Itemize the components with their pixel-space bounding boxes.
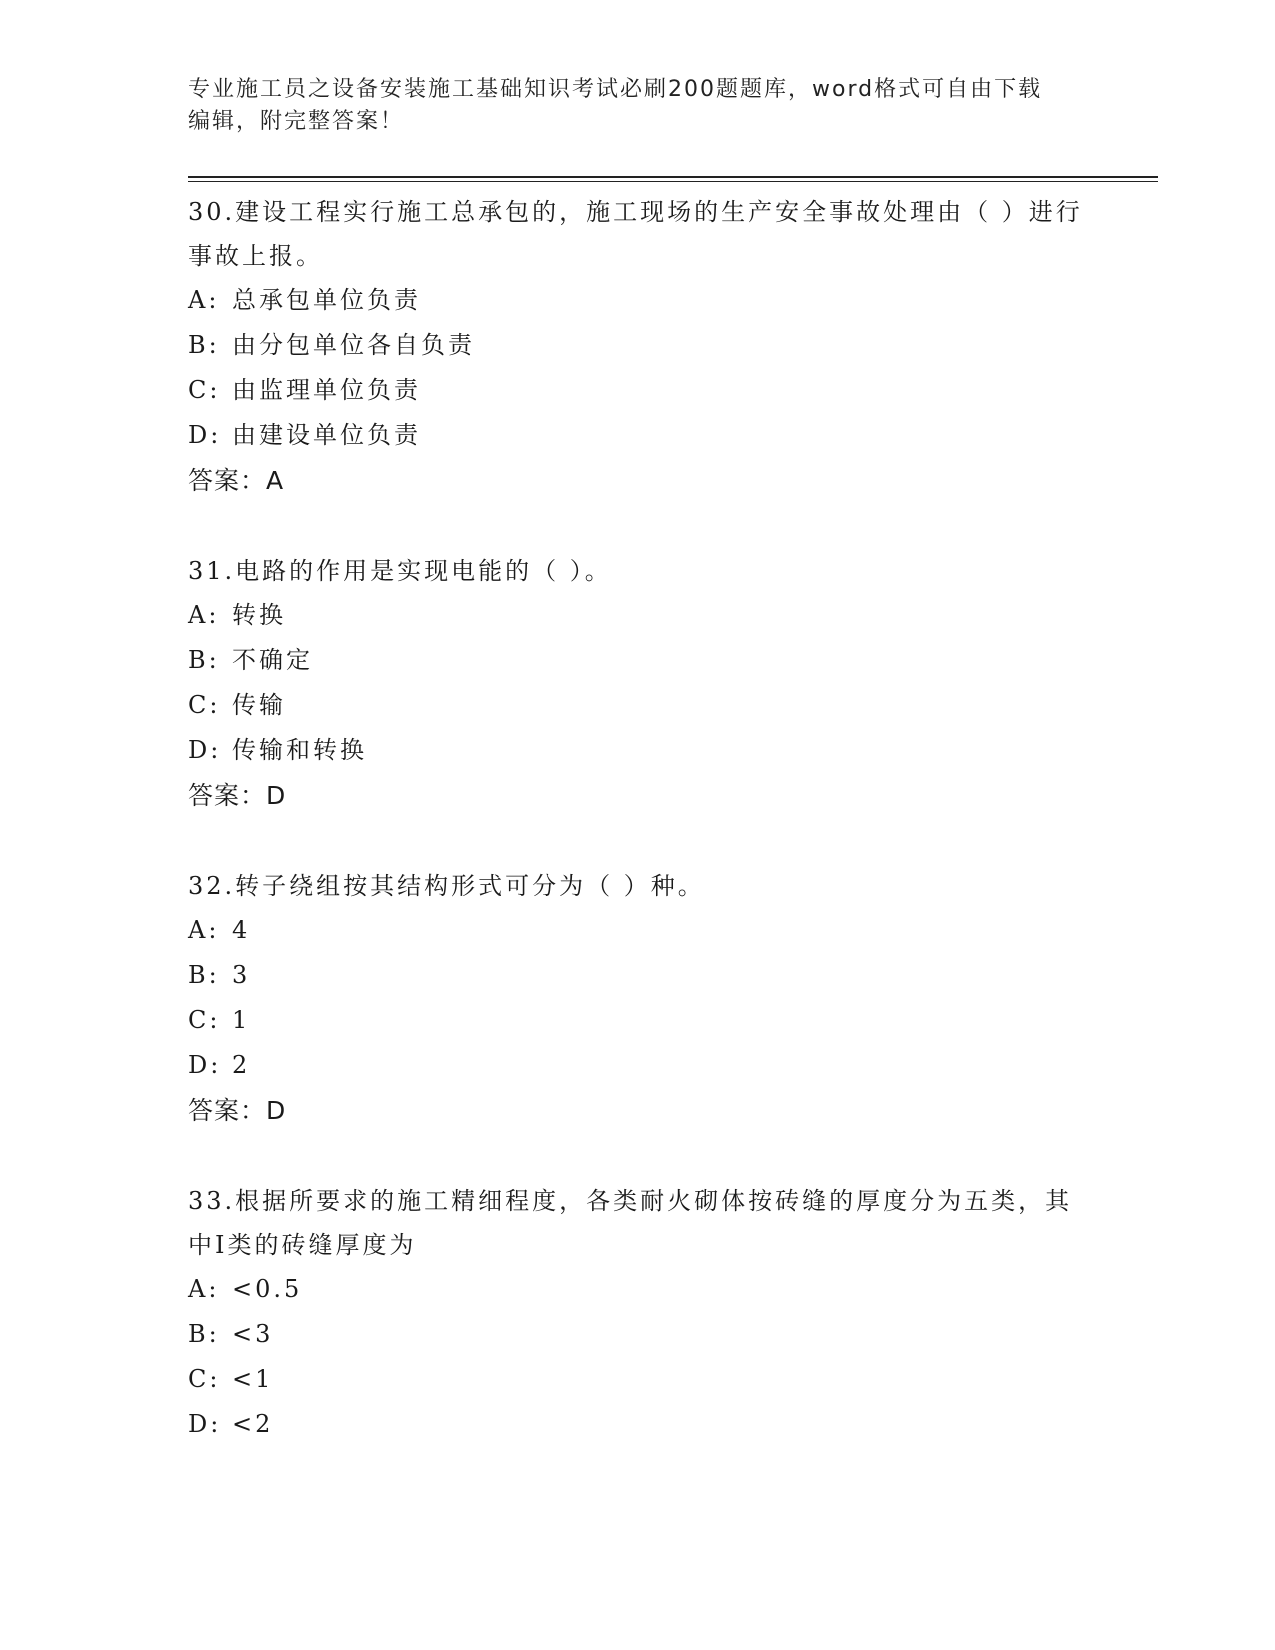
- option-letter: A:: [188, 916, 220, 944]
- option-letter: D:: [188, 736, 222, 764]
- answer-line: 答案：D: [188, 1096, 287, 1125]
- answer-line: 答案：D: [188, 781, 287, 810]
- option-letter: B:: [188, 1320, 220, 1348]
- question-31: [188, 549, 1158, 818]
- header-divider: [188, 176, 1158, 182]
- option-b: [188, 323, 1158, 368]
- option-letter: C:: [188, 376, 221, 404]
- option-a: [188, 593, 1158, 638]
- option-text: 传输: [232, 691, 286, 719]
- option-text: 2: [232, 1051, 251, 1079]
- question-stem: 33.根据所要求的施工精细程度，各类耐火砌体按砖缝的厚度分为五类，其中Ⅰ类的砖缝厚度为: [188, 1187, 1073, 1259]
- option-letter: D:: [188, 421, 222, 449]
- option-text: <2: [232, 1410, 274, 1438]
- option-a: [188, 908, 1158, 953]
- option-text: 由监理单位负责: [232, 376, 421, 404]
- option-text: <1: [232, 1365, 274, 1393]
- option-text: 4: [232, 916, 251, 944]
- option-c: [188, 1357, 1158, 1402]
- question-32: [188, 864, 1158, 1133]
- option-letter: D:: [188, 1051, 222, 1079]
- option-letter: B:: [188, 961, 220, 989]
- option-text: 3: [232, 961, 251, 989]
- option-text: <0.5: [232, 1275, 303, 1303]
- option-letter: A:: [188, 286, 220, 314]
- option-text: 由建设单位负责: [232, 421, 421, 449]
- option-b: [188, 953, 1158, 998]
- document-header: [188, 74, 1068, 138]
- question-stem: 32.转子绕组按其结构形式可分为（ ）种。: [188, 872, 705, 900]
- option-letter: D:: [188, 1410, 222, 1438]
- option-c: [188, 683, 1158, 728]
- document-page: [188, 74, 1158, 1493]
- option-text: <3: [232, 1320, 274, 1348]
- option-letter: A:: [188, 1275, 220, 1303]
- option-letter: C:: [188, 691, 221, 719]
- answer-line: 答案：A: [188, 466, 285, 495]
- option-letter: B:: [188, 331, 220, 359]
- option-letter: C:: [188, 1365, 221, 1393]
- option-letter: A:: [188, 601, 220, 629]
- header-line-2: 编辑，附完整答案！: [188, 109, 405, 134]
- question-33: [188, 1179, 1158, 1447]
- header-line-1: 专业施工员之设备安装施工基础知识考试必刷200题题库，word格式可自由下载: [188, 77, 1043, 102]
- option-a: [188, 278, 1158, 323]
- option-d: [188, 1043, 1158, 1088]
- option-text: 总承包单位负责: [232, 286, 421, 314]
- option-c: [188, 368, 1158, 413]
- question-30: [188, 190, 1158, 503]
- question-stem: 31.电路的作用是实现电能的（ ）。: [188, 557, 612, 585]
- option-text: 由分包单位各自负责: [232, 331, 475, 359]
- option-text: 转换: [232, 601, 286, 629]
- question-stem: 30.建设工程实行施工总承包的，施工现场的生产安全事故处理由（ ）进行事故上报。: [188, 198, 1083, 270]
- option-a: [188, 1267, 1158, 1312]
- option-letter: B:: [188, 646, 220, 674]
- option-text: 不确定: [232, 646, 313, 674]
- option-d: [188, 413, 1158, 458]
- option-b: [188, 1312, 1158, 1357]
- option-text: 1: [232, 1006, 251, 1034]
- option-b: [188, 638, 1158, 683]
- option-d: [188, 728, 1158, 773]
- question-list: [188, 190, 1158, 1447]
- option-c: [188, 998, 1158, 1043]
- option-d: [188, 1402, 1158, 1447]
- option-letter: C:: [188, 1006, 221, 1034]
- option-text: 传输和转换: [232, 736, 367, 764]
